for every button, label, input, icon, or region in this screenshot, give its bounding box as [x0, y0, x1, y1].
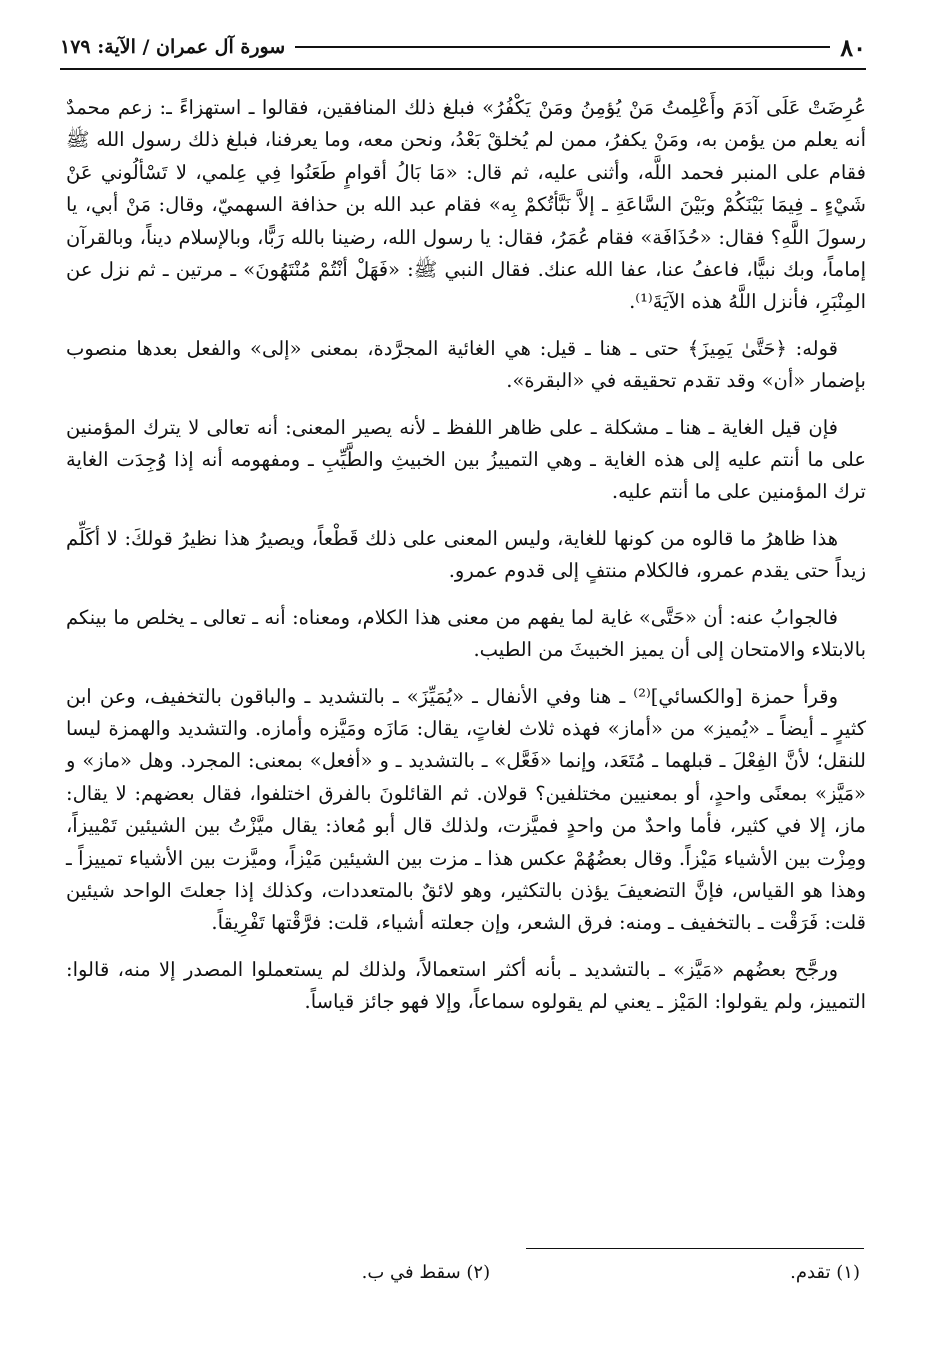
paragraph-6: وقرأ حمزة [والكسائي]⁽²⁾ ـ هنا وفي الأنفال ـ «يُمَيِّزَ» ـ بالتشديد ـ والباقون بالتخفيف، وعن ابن كثيرٍ ـ أيضاً ـ «يُميز» من «أماز» فهذه ثلاث لغاتٍ، يقال: مَازَه ومَيَّزه وأمازه. والتشديد والهمزة ليسا للنقل؛ لأنَّ الفِعْلَ ـ قبلهما ـ مُتَعَد، وإنما «فَعَّل» ـ بالتشديد ـ و «أفعل» بمعنى: المجرد. وهل «ماز» و «مَيَّز» بمعنًى واحدٍ، أو بمعنيين مختلفين؟ قولان. ثم القائلونَ بالفرق اختلفوا، فقال بعضهم: لا يقال: ماز، إلا في كثير، فأما واحدٌ من واحدٍ فميَّزت، ولذلك قال أبو مُعاذ: يقال ميَّزْتُ بين الشيئين تَمْييزاً، ومِزْت بين الأشياء مَيْزاً. وقال بعضُهُمْ عكس هذا ـ مزت بين الشيئين مَيْزاً، وميَّزت بين الأشياء تمييزاً ـ وهذا هو القياس، فإنَّ التضعيفَ يؤذن بالتكثير، وهو لائقٌ بالمتعددات، وكذلك إذا جعلتَ الواحد شيئين قلت: فَرَقْت ـ بالتخفيف ـ ومنه: فرق الشعر، وإن جعلته أشياء، قلت: فرَّقْتها تَفْرِيقاً.	[66, 684, 866, 935]
page-number: ٨٠	[840, 32, 866, 62]
page-body	[66, 92, 866, 1033]
paragraph-3: فإن قيل الغاية ـ هنا ـ مشكلة ـ على ظاهر اللفظ ـ لأنه يصير المعنى: أنه تعالى لا يترك المؤمنين على ما أنتم عليه إلى هذه الغاية ـ وهي التمييزُ بين الخبيثِ والطَّيِّبِ ـ ومفهومه أنه إذا وُجِدَت الغاية ترك المؤمنين على ما أنتم عليه.	[66, 415, 866, 504]
paragraph-7: ورجَّح بعضُهم «مَيَّز» ـ بالتشديد ـ بأنه أكثر استعمالاً، ولذلك لم يستعملوا المصدر إلا منه، قالوا: التمييز، ولم يقولوا: المَيْز ـ يعني لم يقولوه سماعاً، وإلا فهو جائز قياساً.	[66, 957, 866, 1014]
footnotes	[60, 1262, 860, 1283]
page-header	[60, 30, 866, 64]
header-rule	[295, 46, 830, 48]
surah-title: سورة آل عمران / الآية: ١٧٩	[60, 36, 286, 58]
paragraph-2: قوله: ﴿حَتَّىٰ يَمِيزَ﴾ حتى ـ هنا ـ قيل: هي الغائية المجرَّدة، بمعنى «إلى» والفعل بعدها منصوب بإضمار «أن» وقد تقدم تحقيقه في «البقرة».	[66, 336, 866, 393]
footnote-1: (١) تقدم.	[790, 1262, 860, 1283]
header-underline	[60, 68, 866, 70]
paragraph-5: فالجوابُ عنه: أن «حَتَّى» غاية لما يفهم من معنى هذا الكلام، ومعناه: أنه ـ تعالى ـ يخلص ما بينكم بالابتلاء والامتحان إلى أن يميز الخبيثَ من الطيب.	[66, 605, 866, 662]
footnote-2: (٢) سقط في ب.	[361, 1262, 491, 1283]
paragraph-4: هذا ظاهرُ ما قالوه من كونها للغاية، وليس المعنى على ذلك قَطْعاً، ويصيرُ هذا نظيرُ قولكَ: لا أكَلِّم زيداً حتى يقدم عمرو، فالكلام منتفٍ إلى قدوم عمرو.	[66, 526, 866, 583]
paragraph-1: عُرِضَتْ عَلَى آدَمَ وأَعْلِمتُ مَنْ يُؤمِنُ ومَنْ يَكْفُرُ» فبلغ ذلك المنافقين، فقالوا ـ استهزاءً ـ: زعم محمدٌ أنه يعلم من يؤمن به، ومَنْ يكفرُ، ممن لم يُخلقْ بَعْدُ، ونحن معه، وما يعرفنا، فبلغ ذلك رسول الله ﷺ فقام على المنبر فحمد اللَّه، وأثنى عليه، ثم قال: «مَا بَالُ أقوامٍ طَعَنُوا فِي عِلمي، لا تَسْألُوني عَنْ شَيْءٍ ـ فِيمَا بَيْنَكُمْ وبَيْنَ السَّاعَةِ ـ إلاَّ نَبَّأتُكمْ بِه» فقام عبد الله بن حذافة السهميّ، وقال: مَنْ أبي، يا رسولَ اللَّهِ؟ فقال: «حُذَافَة» فقام عُمَرُ، فقال: يا رسول الله، رضينا بالله رَبًّا، وبالإسلام ديناً، وبالقرآن إماماً، وبك نبيًّا، فاعفُ عنا، عفا الله عنك. فقال النبي ﷺ: «فَهَلْ أنْتُمْ مُنْتَهُونَ» ـ مرتين ـ ثم نزل عن المِنْبَرِ، فأنزل اللَّهُ هذه الآيَةَ⁽¹⁾.	[66, 96, 866, 314]
footnote-rule	[526, 1248, 864, 1249]
